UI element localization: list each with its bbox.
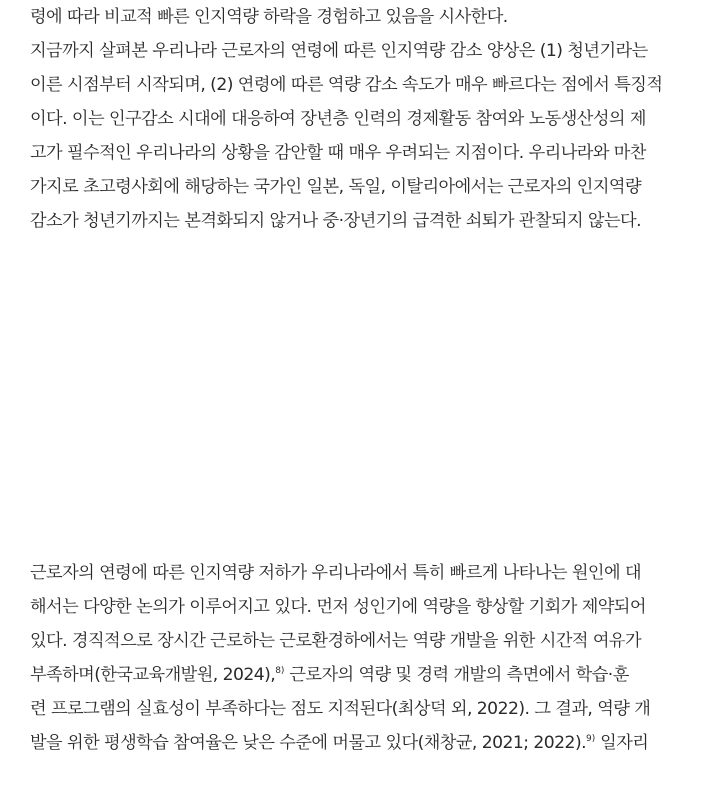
- text-segment: 일자리: [595, 733, 649, 753]
- text-line: 해서는 다양한 논의가 이루어지고 있다. 먼저 성인기에 역량을 향상할 기회가 제약되어: [30, 597, 646, 617]
- text-line: 지금까지 살펴본 우리나라 근로자의 연령에 따른 인지역량 감소 양상은 (1) 청년기라는: [30, 41, 648, 61]
- text-line: 근로자의 연령에 따른 인지역량 저하가 우리나라에서 특히 빠르게 나타나는 원인에 대: [30, 563, 641, 583]
- text-line: 이른 시점부터 시작되며, (2) 연령에 따른 역량 감소 속도가 매우 빠르다는 점에서 특징적: [30, 75, 663, 95]
- text-segment: 부족하며(한국교육개발원, 2024),: [30, 665, 276, 685]
- text-line: 감소가 청년기까지는 본격화되지 않거나 중·장년기의 급격한 쇠퇴가 관찰되지 않는다.: [30, 211, 641, 231]
- text-segment: 근로자의 역량 및 경력 개발의 측면에서 학습·훈: [284, 665, 629, 685]
- text-line: 가지로 초고령사회에 해당하는 국가인 일본, 독일, 이탈리아에서는 근로자의 인지역량: [30, 177, 641, 197]
- text-segment: 발을 위한 평생학습 참여율은 낮은 수준에 머물고 있다(채창균, 2021; 2022).: [30, 733, 587, 753]
- text-line-with-footnote: [30, 726, 690, 760]
- paragraph-cognitive-decline-pattern: [30, 0, 690, 238]
- text-line: 령에 따라 비교적 빠른 인지역량 하락을 경험하고 있음을 시사한다.: [30, 7, 508, 27]
- text-line: 이다. 이는 인구감소 시대에 대응하여 장년층 인력의 경제활동 참여와 노동생산성의 제: [30, 109, 646, 129]
- text-line: 있다. 경직적으로 장시간 근로하는 근로환경하에서는 역량 개발을 위한 시간적 여유가: [30, 631, 641, 651]
- text-line: 고가 필수적인 우리나라의 상황을 감안할 때 매우 우려되는 지점이다. 우리나라와 마찬: [30, 143, 646, 163]
- paragraph-causes-of-decline: [30, 556, 690, 760]
- text-line-with-footnote: [30, 658, 690, 692]
- footnote-marker-8[interactable]: 8): [275, 666, 285, 676]
- text-line: 련 프로그램의 실효성이 부족하다는 점도 지적된다(최상덕 외, 2022). 그 결과, 역량 개: [30, 699, 651, 719]
- footnote-marker-9[interactable]: 9): [586, 734, 596, 744]
